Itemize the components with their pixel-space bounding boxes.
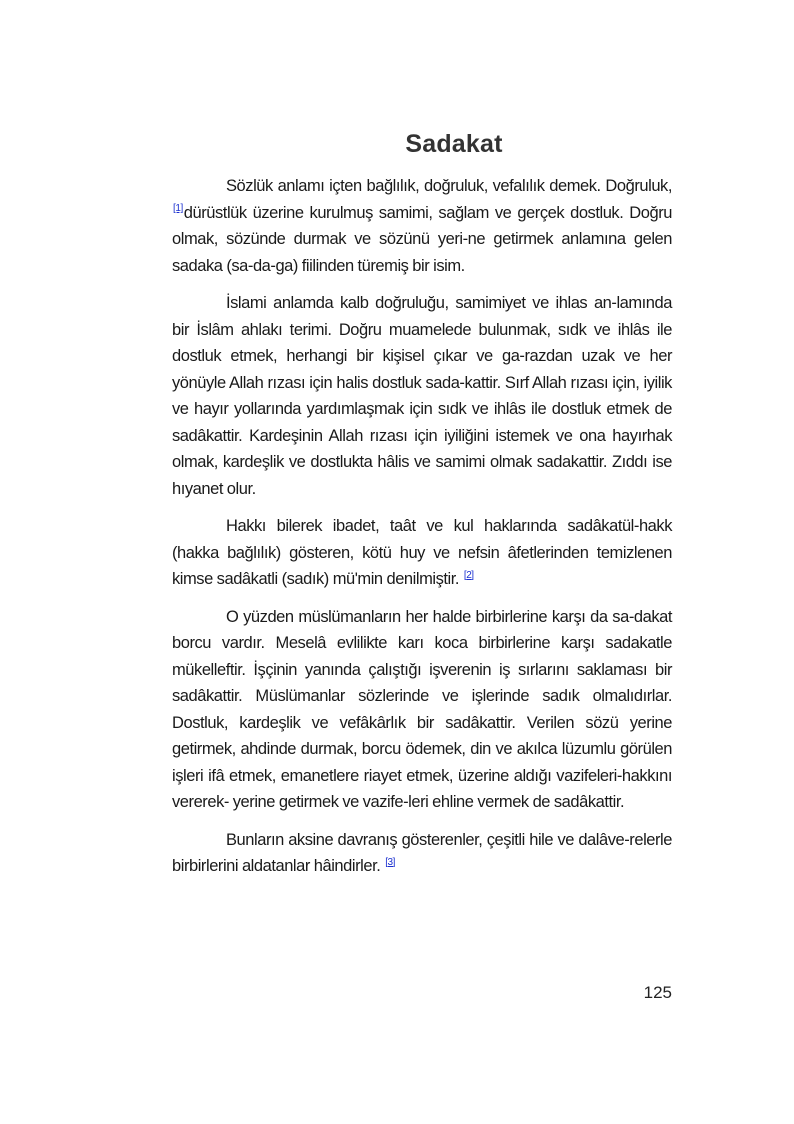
paragraph-1-text-start: Sözlük anlamı içten bağlılık, doğruluk, vefalılık demek. Doğruluk, <box>226 177 672 195</box>
page-content <box>172 130 672 891</box>
paragraph-1 <box>172 173 672 279</box>
paragraph-3-text: Hakkı bilerek ibadet, taât ve kul haklarında sadâkatül-hakk (hakka bağlılık) gösteren, kötü huy ve nefsin âfetlerinden temizlenen kimse sadâkatli (sadık) mü'min denilmiştir. <box>172 517 672 588</box>
paragraph-1-text-end: dürüstlük üzerine kurulmuş samimi, sağlam ve gerçek dostluk. Doğru olmak, sözünde durmak ve sözünü yeri-ne getirmek anlamına gelen sadaka (sa-da-ga) fiilinden türemiş bir isim. <box>172 203 672 275</box>
footnote-link-3[interactable]: [3] <box>385 856 395 868</box>
paragraph-2: İslami anlamda kalb doğruluğu, samimiyet ve ihlas an-lamında bir İslâm ahlakı terimi. Doğru muamelede bulunmak, sıdk ve ihlâs ile dostluk etmek, herhangi bir kişisel çıkar ve ga-razdan uzak ve her yönüyle Allah rızası için halis dostluk sada-kattir. Sırf Allah rızası için, iyilik ve hayır yollarında yardımlaşmak için sıdk ve ihlâs ile dostluk etmek de sadâkattir. Kardeşinin Allah rızası için iyiliğini istemek ve ona hayırhak olmak, kardeşlik ve dostlukta hâlis ve samimi olmak sadakattir. Zıddı ise hıyanet olur. <box>172 294 672 498</box>
footnote-link-2[interactable]: [2] <box>463 569 474 581</box>
paragraph-5 <box>172 827 672 880</box>
page-title: Sadakat <box>405 130 503 158</box>
footnote-link-1[interactable]: [1] <box>173 203 183 214</box>
paragraph-5-text: Bunların aksine davranış gösterenler, çeşitli hile ve dalâve-relerle birbirlerini aldatanlar hâindirler. <box>172 830 672 875</box>
page-number: 125 <box>643 983 672 1002</box>
paragraph-3 <box>172 513 672 593</box>
paragraph-4: O yüzden müslümanların her halde birbirlerine karşı da sa-dakat borcu vardır. Meselâ evlilikte karı koca birbirlerine karşı sadakatle mükelleftir. İşçinin yanında çalıştığı işverenin iş sırlarını saklaması bir sadâkattir. Müslümanlar sözlerinde ve işlerinde sadık olmalıdırlar. Dostluk, kardeşlik ve vefâkârlık bir sadâkattir. Verilen sözü yerine getirmek, ahdinde durmak, borcu ödemek, din ve akılca lüzumlu görülen işleri ifâ etmek, emanetlere riayet etmek, üzerine aldığı vazifeleri-hakkını vererek- yerine getirmek ve vazife-leri ehline vermek de sadâkattir. <box>172 607 672 811</box>
